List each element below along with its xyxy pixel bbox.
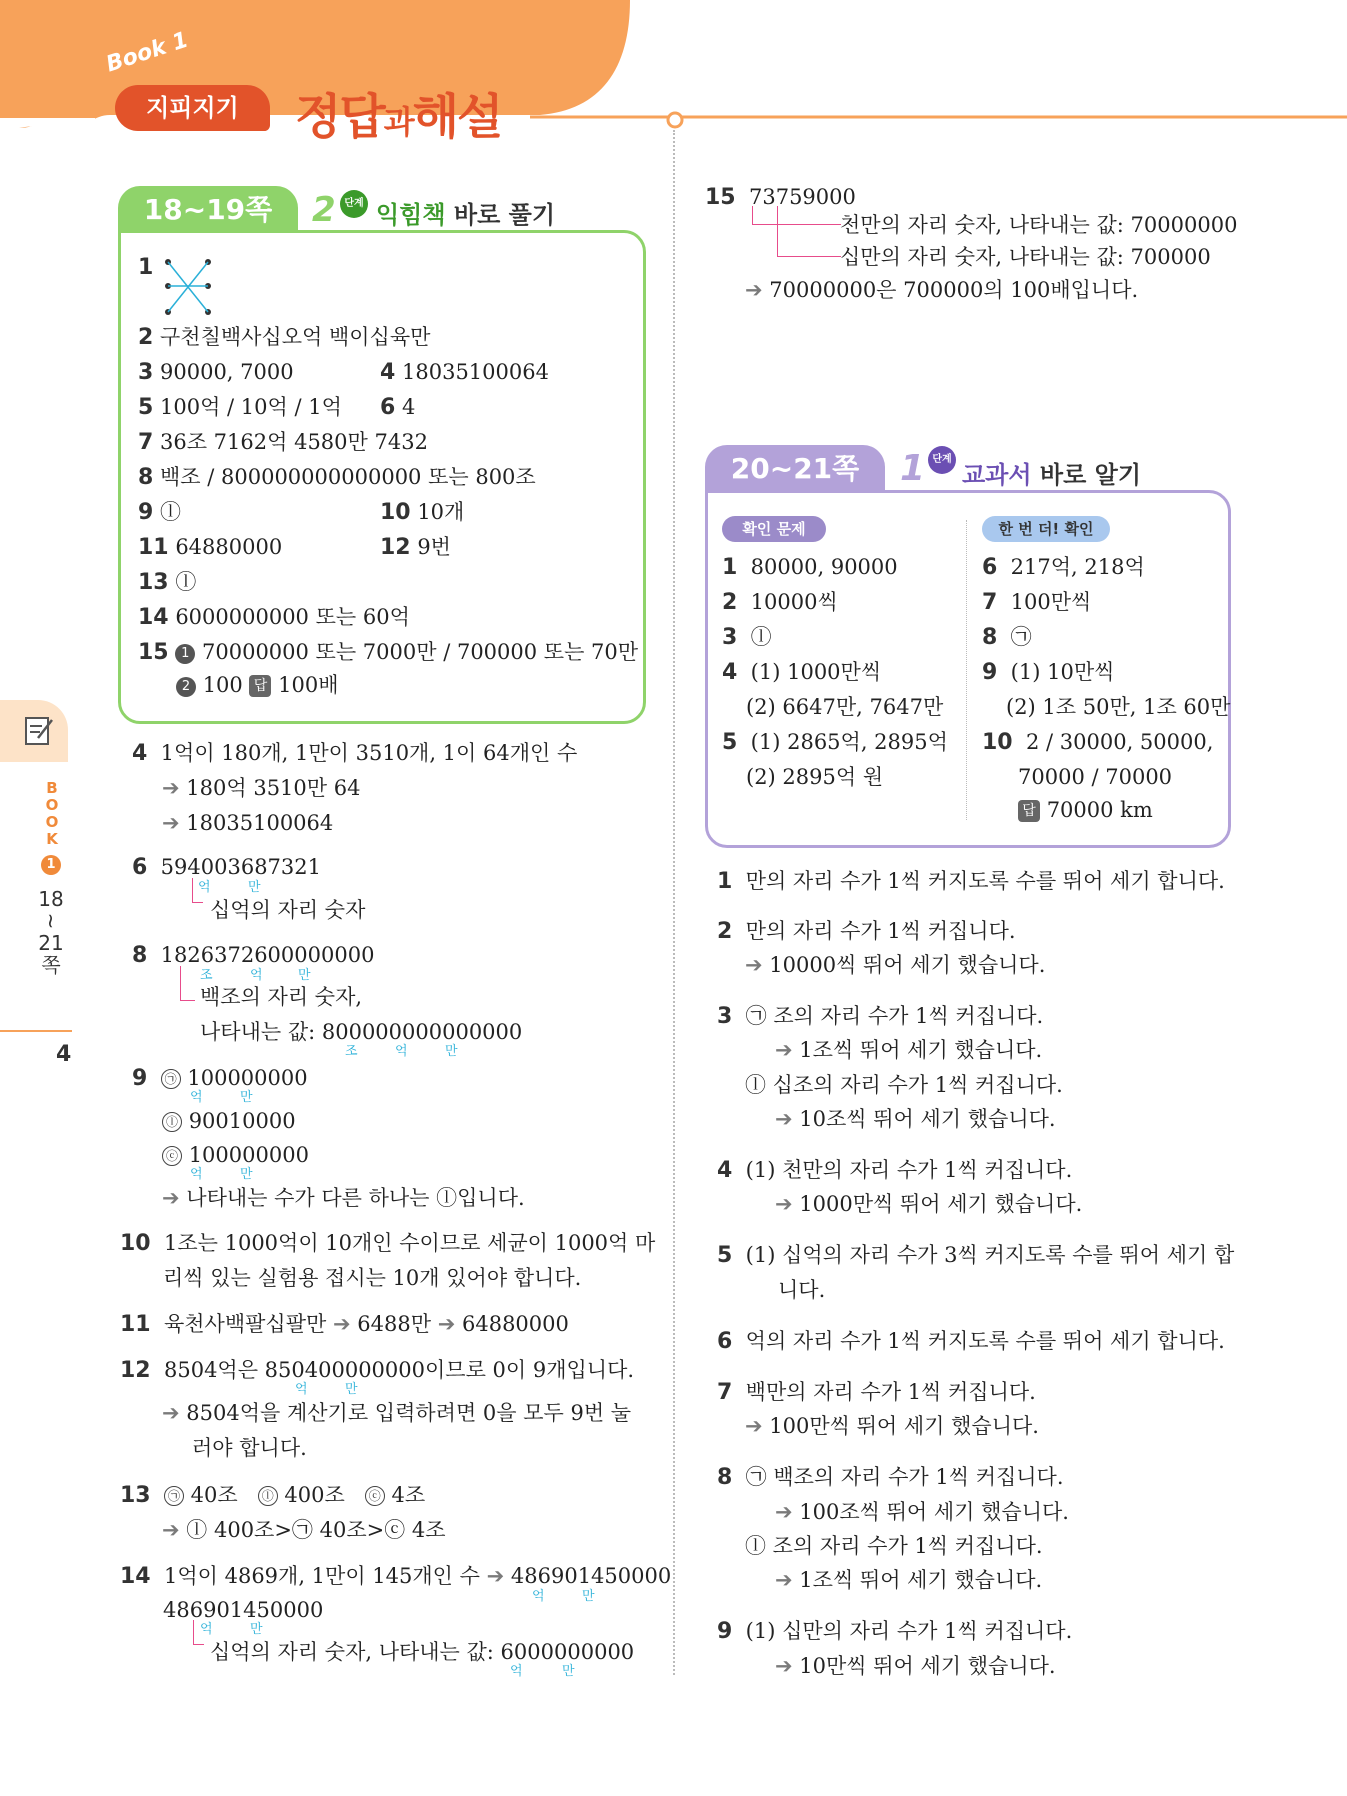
pill-once-more: 한 번 더! 확인 — [982, 516, 1110, 542]
expl-11: 11 육천사백팔십팔만 ➔ 6488만 ➔ 64880000 — [120, 1312, 569, 1337]
book-label: Book 1 — [103, 27, 192, 78]
answer-14: 14 6000000000 또는 60억 — [138, 605, 410, 630]
label-jo: 조 — [200, 968, 213, 983]
expl-13b: ➔ ⓛ 400조>㉠ 40조>ⓒ 4조 — [162, 1518, 446, 1542]
label-eok: 억 — [250, 968, 263, 983]
side-pages — [36, 888, 66, 976]
expl-8c: 나타내는 값: 800000000000000 — [200, 1020, 523, 1044]
r-expl-8: 8 ㉠ 백조의 자리 수가 1씩 커집니다. — [717, 1465, 1064, 1490]
stage-tag: 단계 — [340, 190, 368, 218]
label-eok: 억 — [395, 1044, 408, 1059]
expl-9b: ⓛ 90010000 — [162, 1106, 296, 1136]
box1-pages-tab: 18~19쪽 — [118, 186, 298, 233]
expl-14: 14 1억이 4869개, 1만이 145개인 수 ➔ 486901450000 — [120, 1564, 672, 1589]
expl-4: 4 1억이 180개, 1만이 3510개, 1이 64개인 수 — [132, 741, 578, 766]
answer-6: 6 4 — [380, 395, 416, 420]
page-number: 4 — [56, 1042, 72, 1067]
stage-2-icon: 2 — [312, 190, 336, 230]
expl-12b: ➔ 8504억을 계산기로 입력하려면 0을 모두 9번 눌 — [162, 1401, 632, 1425]
answer-10: 10 10개 — [380, 500, 465, 525]
expl-6: 6 594003687321 — [132, 855, 322, 880]
box2-right-8: 8 ㉠ — [982, 625, 1032, 650]
answer-4: 4 18035100064 — [380, 360, 549, 385]
expl-9: 9 ㉠ 100000000 — [132, 1066, 308, 1091]
box2-title-a: 교과서 — [962, 461, 1032, 489]
r-expl-7: 7 백만의 자리 수가 1씩 커집니다. — [717, 1380, 1036, 1405]
r-expl-4b: ➔ 1000만씩 뛰어 세기 했습니다. — [775, 1192, 1083, 1216]
expl-12: 12 8504억은 850400000000이므로 0이 9개입니다. — [120, 1358, 635, 1383]
answer-12: 12 9번 — [380, 535, 451, 560]
side-pages-unit: 쪽 — [41, 953, 61, 977]
side-book-text: B O O K — [45, 779, 59, 848]
notebook-icon — [0, 700, 68, 762]
label-eok: 억 — [295, 1382, 308, 1397]
expl-9d: ➔ 나타내는 수가 다른 하나는 ⓛ입니다. — [162, 1186, 525, 1210]
r-expl-3d: ➔ 10조씩 뛰어 세기 했습니다. — [775, 1107, 1056, 1131]
r-expl-2: 2 만의 자리 수가 1씩 커집니다. — [717, 919, 1016, 944]
expl-10: 10 1조는 1000억이 10개인 수이므로 세균이 1000억 마 — [120, 1231, 656, 1256]
box2-title-b: 바로 알기 — [1039, 461, 1142, 489]
stage-tag: 단계 — [928, 446, 956, 474]
box2-left-3: 3 ⓛ — [722, 625, 772, 650]
label-eok: 억 — [190, 1090, 203, 1105]
r-expl-9: 9 (1) 십만의 자리 수가 1씩 커집니다. — [717, 1619, 1073, 1644]
r-expl-5: 5 (1) 십억의 자리 수가 3씩 커지도록 수를 뛰어 세기 합 — [717, 1243, 1235, 1268]
box2-title — [962, 455, 1141, 490]
answer-3: 3 90000, 7000 — [138, 360, 294, 385]
label-man: 만 — [445, 1044, 458, 1059]
column-divider — [673, 130, 675, 1675]
pointer-line — [192, 878, 203, 903]
expl-10b: 리씩 있는 실험용 접시는 10개 있어야 합니다. — [163, 1266, 582, 1290]
title-part1: 정답 — [295, 89, 384, 145]
side-pages-bottom: 21 — [38, 931, 64, 955]
expl-13: 13 ㉠ 40조 ⓛ 400조 ⓒ 4조 — [120, 1483, 426, 1508]
r-expl-8c: ⓛ 조의 자리 수가 1씩 커집니다. — [745, 1534, 1043, 1558]
answer-1: 1 — [138, 255, 154, 280]
label-man: 만 — [582, 1589, 595, 1604]
cross-diagram — [162, 256, 214, 318]
box1-title-a: 익힘책 — [376, 201, 446, 229]
answer-2: 2 구천칠백사십오억 백이십육만 — [138, 325, 431, 350]
box2-right-6: 6 217억, 218억 — [982, 555, 1145, 580]
box2-right-10: 10 2 / 30000, 50000, — [982, 730, 1214, 755]
expl-4c: ➔ 18035100064 — [162, 811, 334, 835]
label-eok: 억 — [198, 880, 211, 895]
r-expl-6: 6 억의 자리 수가 1씩 커지도록 수를 뛰어 세기 합니다. — [717, 1329, 1225, 1354]
r-expl-9b: ➔ 10만씩 뛰어 세기 했습니다. — [775, 1654, 1056, 1678]
answer-11: 11 64880000 — [138, 535, 283, 560]
stage-1-icon: 1 — [900, 448, 926, 489]
expl-14b: 486901450000 — [163, 1598, 324, 1622]
box2-divider — [966, 520, 967, 820]
label-man: 만 — [240, 1167, 253, 1182]
label-eok: 억 — [532, 1589, 545, 1604]
r-expl-5b: 니다. — [778, 1278, 826, 1302]
expl-8: 8 1826372600000000 — [132, 943, 375, 968]
r-expl-3b: ➔ 1조씩 뛰어 세기 했습니다. — [775, 1038, 1043, 1062]
side-book-num: 1 — [41, 855, 61, 875]
label-man: 만 — [240, 1090, 253, 1105]
answer-13: 13 ⓛ — [138, 570, 197, 595]
r-expl-4: 4 (1) 천만의 자리 수가 1씩 커집니다. — [717, 1158, 1073, 1183]
r-expl-8d: ➔ 1조씩 뛰어 세기 했습니다. — [775, 1568, 1043, 1592]
box2-left-1: 1 80000, 90000 — [722, 555, 898, 580]
answer-5: 5 100억 / 10억 / 1억 — [138, 395, 342, 420]
expl-8b: 백조의 자리 숫자, — [200, 985, 363, 1009]
side-tab-box — [0, 700, 68, 762]
expl-15c: 십만의 자리 숫자, 나타내는 값: 700000 — [840, 245, 1211, 269]
r-expl-8b: ➔ 100조씩 뛰어 세기 했습니다. — [775, 1500, 1069, 1524]
box2-left-4b: (2) 6647만, 7647만 — [746, 695, 944, 719]
title-small: 과 — [383, 103, 413, 141]
header-badge: 지피지기 — [115, 85, 270, 131]
box2-right-7: 7 100만씩 — [982, 590, 1092, 615]
label-man: 만 — [345, 1382, 358, 1397]
expl-15: 15 73759000 — [705, 185, 856, 210]
r-expl-3c: ⓛ 십조의 자리 수가 1씩 커집니다. — [745, 1073, 1063, 1097]
label-man: 만 — [298, 968, 311, 983]
answer-8: 8 백조 / 800000000000000 또는 800조 — [138, 465, 536, 490]
label-man: 만 — [248, 880, 261, 895]
box2-right-9: 9 (1) 10만씩 — [982, 660, 1115, 685]
label-eok: 억 — [510, 1664, 523, 1679]
expl-12c: 러야 합니다. — [192, 1436, 307, 1460]
answer-7: 7 36조 7162억 4580만 7432 — [138, 430, 428, 455]
box1-title-b: 바로 풀기 — [453, 201, 556, 229]
answer-15: 15 1 70000000 또는 7000만 / 700000 또는 70만 — [138, 640, 639, 665]
expl-15d: ➔ 70000000은 700000의 100배입니다. — [745, 278, 1139, 302]
answer-15-b: 2 100 답 100배 — [176, 670, 339, 700]
box2-right-10b: 70000 / 70000 — [1018, 765, 1173, 789]
pill-check: 확인 문제 — [722, 516, 826, 542]
r-expl-3: 3 ㉠ 조의 자리 수가 1씩 커집니다. — [717, 1004, 1044, 1029]
expl-4b: ➔ 180억 3510만 64 — [162, 776, 361, 800]
answer-9: 9 ⓛ — [138, 500, 181, 525]
label-jo: 조 — [345, 1044, 358, 1059]
label-eok: 억 — [200, 1622, 213, 1637]
side-pages-tilde: ~ — [39, 912, 63, 930]
expl-14c: 십억의 자리 숫자, 나타내는 값: 6000000000 — [210, 1640, 635, 1664]
title-part2: 해설 — [412, 89, 502, 145]
pointer-line — [180, 966, 195, 1001]
page-title — [295, 78, 501, 147]
r-expl-7b: ➔ 100만씩 뛰어 세기 했습니다. — [745, 1414, 1039, 1438]
expl-6b: 십억의 자리 숫자 — [210, 898, 366, 922]
box2-left-4: 4 (1) 1000만씩 — [722, 660, 882, 685]
box2-left-5b: (2) 2895억 원 — [746, 765, 884, 789]
label-man: 만 — [250, 1622, 263, 1637]
box2-right-10c: 답 70000 km — [1018, 795, 1153, 825]
label-eok: 억 — [190, 1167, 203, 1182]
pointer-line — [193, 1620, 204, 1645]
side-pages-top: 18 — [38, 887, 64, 911]
box2-left-5: 5 (1) 2865억, 2895억 — [722, 730, 948, 755]
expl-9c: ⓒ 100000000 — [162, 1140, 309, 1170]
box2-pages-tab: 20~21쪽 — [705, 445, 885, 493]
side-divider — [0, 1030, 72, 1032]
r-expl-1: 1 만의 자리 수가 1씩 커지도록 수를 뛰어 세기 합니다. — [717, 869, 1225, 894]
r-expl-2b: ➔ 10000씩 뛰어 세기 했습니다. — [745, 953, 1046, 977]
pointer-line — [777, 206, 841, 257]
box2-right-9b: (2) 1조 50만, 1조 60만 — [1006, 695, 1231, 719]
box1-title — [376, 195, 555, 230]
expl-15b: 천만의 자리 숫자, 나타내는 값: 70000000 — [840, 213, 1238, 237]
label-man: 만 — [562, 1664, 575, 1679]
box2-left-2: 2 10000씩 — [722, 590, 838, 615]
